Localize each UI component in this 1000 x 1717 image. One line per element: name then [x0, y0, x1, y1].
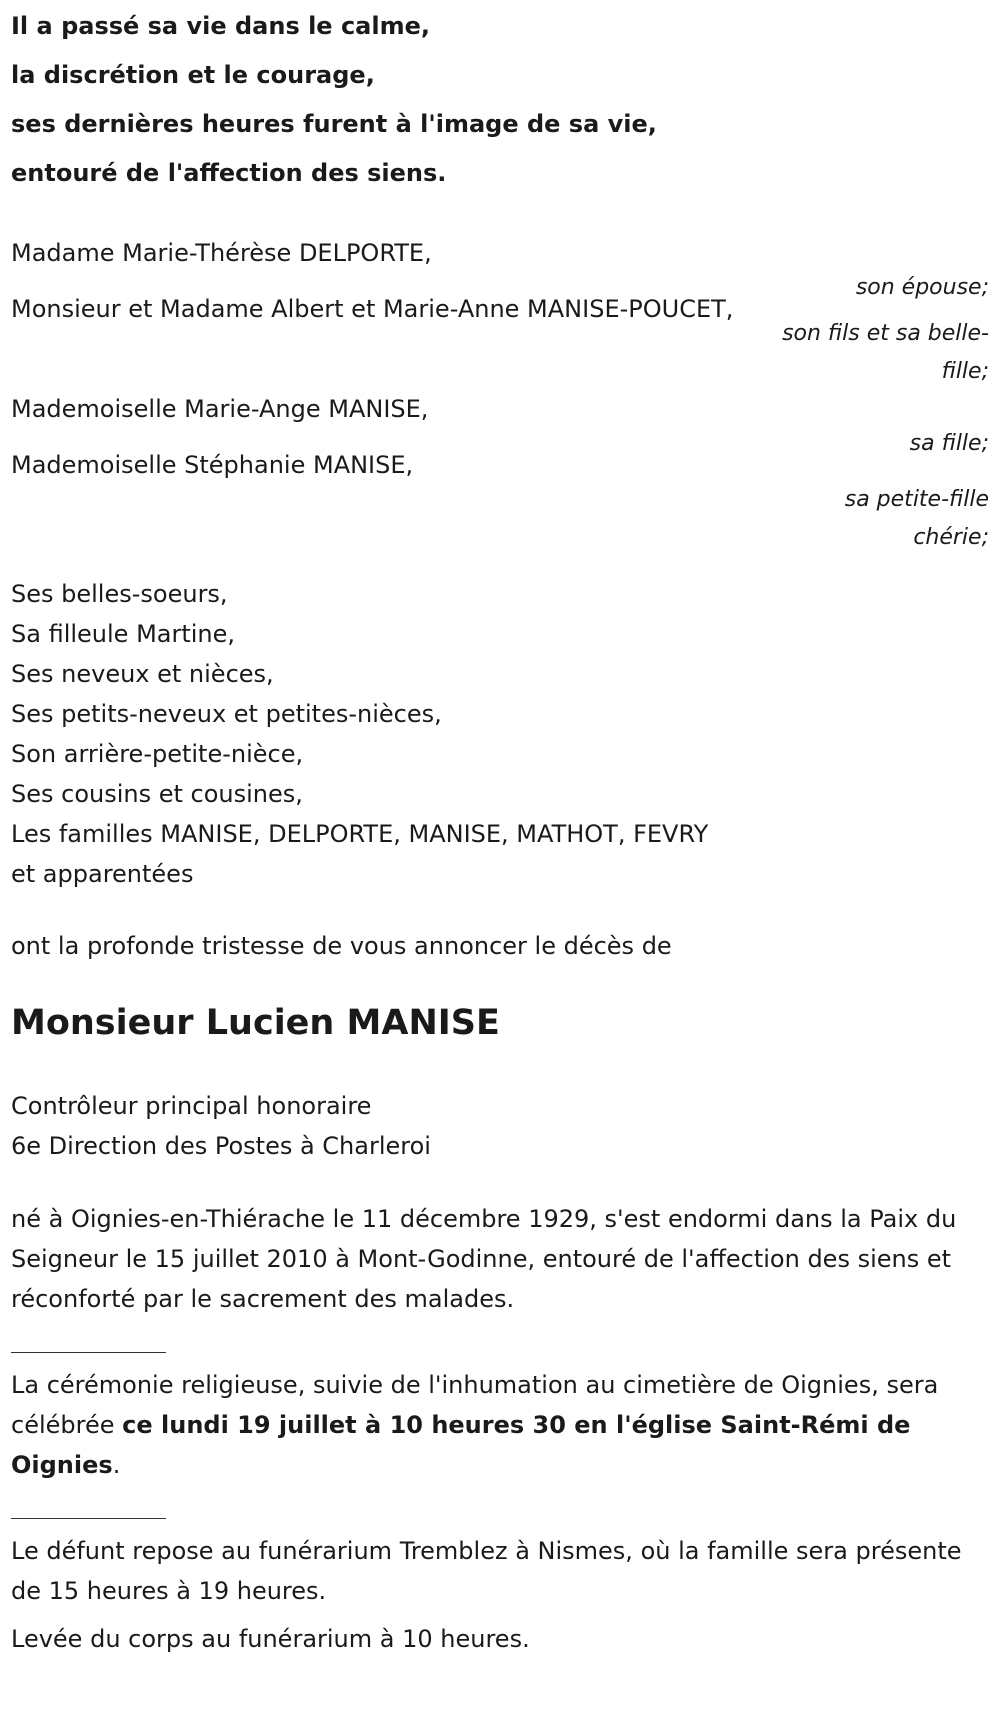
family-member-name: Mademoiselle Marie-Ange MANISE, — [11, 395, 429, 423]
family-member-name: Monsieur et Madame Albert et Marie-Anne MANISE-POUCET, — [11, 295, 734, 323]
family-member-relation: son fils et sa belle-fille; — [782, 321, 989, 384]
biography — [11, 1199, 991, 1319]
extended-family-line: Son arrière-petite-nièce, — [11, 740, 304, 768]
deceased-name: Monsieur Lucien MANISE — [11, 1003, 500, 1043]
ceremony-intro: La cérémonie religieuse, suivie de l'inhumation au cimetière de Oignies, sera célébrée — [11, 1371, 939, 1439]
epigraph-line: Il a passé sa vie dans le calme, — [11, 12, 430, 40]
profession — [11, 1086, 991, 1166]
family-member — [11, 447, 991, 557]
visitation — [11, 1531, 991, 1659]
family-member-name: Mademoiselle Stéphanie MANISE, — [11, 451, 414, 479]
visitation-text: Le défunt repose au funérarium Tremblez à Nismes, où la famille sera présente de 15 heures à 19 heures. — [11, 1537, 962, 1605]
ceremony-end: . — [112, 1451, 121, 1479]
extended-family-line: Les familles MANISE, DELPORTE, MANISE, MATHOT, FEVRY — [11, 820, 709, 848]
biography-text: né à Oignies-en-Thiérache le 11 décembre 1929, s'est endormi dans la Paix du Seigneur le 15 juillet 2010 à Mont-Godinne, entouré de l'affection des siens et réconforté par le sacrement des malades. — [11, 1205, 957, 1313]
extended-family-line: Ses cousins et cousines, — [11, 780, 303, 808]
epigraph-line: entouré de l'affection des siens. — [11, 159, 447, 187]
announcement-text: ont la profonde tristesse de vous annoncer le décès de — [11, 932, 672, 960]
extended-family — [11, 574, 991, 894]
family-member — [11, 291, 991, 391]
family-list — [11, 235, 991, 557]
ceremony-text — [11, 1365, 986, 1485]
family-member-relation: sa petite-fille chérie; — [844, 487, 989, 550]
family-member-relation: son épouse; — [855, 275, 989, 300]
family-member-relation: sa fille; — [909, 431, 989, 456]
extended-family-line: Ses petits-neveux et petites-nièces, — [11, 700, 442, 728]
departure-text: Levée du corps au funérarium à 10 heures. — [11, 1625, 530, 1653]
divider — [11, 1352, 166, 1353]
extended-family-line: Ses neveux et nièces, — [11, 660, 274, 688]
ceremony-details: ce lundi 19 juillet à 10 heures 30 en l'église Saint-Rémi de Oignies — [11, 1411, 911, 1479]
epigraph-line: la discrétion et le courage, — [11, 61, 375, 89]
epigraph-line: ses dernières heures furent à l'image de sa vie, — [11, 110, 657, 138]
extended-family-line: Sa filleule Martine, — [11, 620, 236, 648]
divider — [11, 1518, 166, 1519]
extended-family-line: et apparentées — [11, 860, 194, 888]
profession-department: 6e Direction des Postes à Charleroi — [11, 1132, 431, 1160]
ceremony — [11, 1365, 991, 1485]
extended-family-line: Ses belles-soeurs, — [11, 580, 228, 608]
family-member-name: Madame Marie-Thérèse DELPORTE, — [11, 239, 432, 267]
obituary-page — [11, 0, 991, 1659]
profession-title: Contrôleur principal honoraire — [11, 1092, 372, 1120]
epigraph — [11, 0, 991, 198]
